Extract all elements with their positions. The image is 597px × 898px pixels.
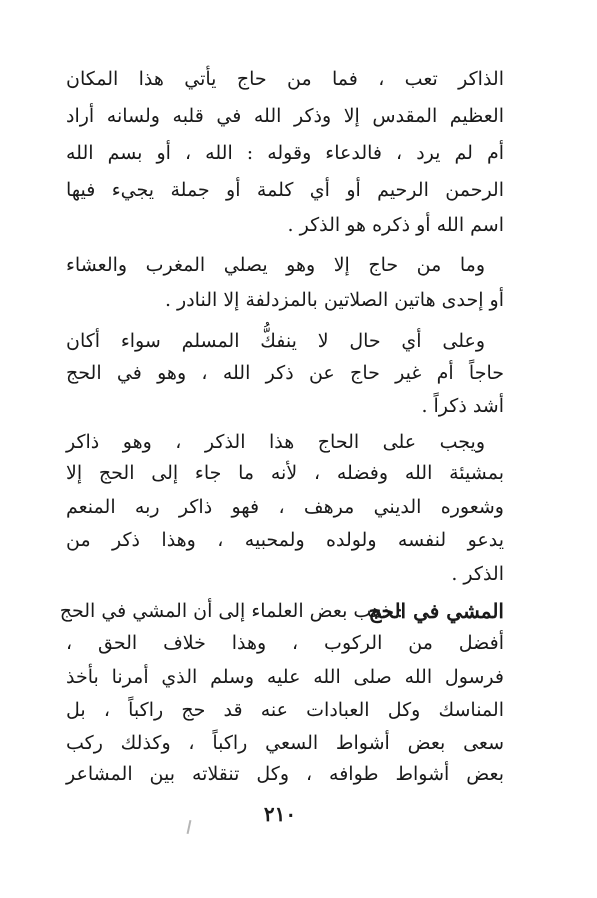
paragraph-4-line-1: ويجب على الحاج هذا الذكر ، وهو ذاكر	[66, 431, 485, 453]
paragraph-5-line-5: سعى بعض أشواط السعي راكباً ، وكذلك ركب	[66, 732, 504, 754]
paragraph-4-line-4: يدعو لنفسه ولولده ولمحبيه ، وهذا ذكر من	[66, 529, 504, 551]
paragraph-1-line-5: اسم الله أو ذكره هو الذكر .	[287, 214, 504, 236]
paragraph-4-line-3: وشعوره الديني مرهف ، فهو ذاكر ربه المنعم	[66, 496, 504, 518]
section-heading-walking-in-hajj: المشي في الحج	[368, 599, 504, 623]
paragraph-1-line-3: أم لم يرد ، فالدعاء وقوله : الله ، أو بسم الله	[66, 142, 504, 164]
scan-mark	[187, 820, 192, 834]
paragraph-3-line-2: حاجاً أم غير حاج عن ذكر الله ، وهو في الحج	[66, 362, 504, 384]
paragraph-2-line-1: وما من حاج إلا وهو يصلي المغرب والعشاء	[66, 254, 485, 276]
paragraph-5-line-3: فرسول الله صلى الله عليه وسلم الذي أمرنا بأخذ	[66, 666, 504, 688]
paragraph-5-line-1: : ذهب بعض العلماء إلى أن المشي في الحج	[59, 600, 403, 622]
paragraph-4-line-2: بمشيئة الله وفضله ، لأنه ما جاء إلى الحج إلا	[66, 462, 504, 484]
paragraph-1-line-2: العظيم المقدس إلا وذكر الله في قلبه ولسانه أراد	[66, 105, 504, 127]
paragraph-3-line-3: أشد ذكراً .	[421, 395, 504, 417]
paragraph-2-line-2: أو إحدى هاتين الصلاتين بالمزدلفة إلا النادر .	[164, 289, 504, 311]
paragraph-5-line-4: المناسك وكل العبادات عنه قد حج راكباً ، بل	[66, 699, 504, 721]
paragraph-4-line-5: الذكر .	[451, 563, 504, 585]
paragraph-3-line-1: وعلى أي حال لا ينفكُّ المسلم سواء أكان	[66, 330, 485, 352]
paragraph-5-line-6: بعض أشواط طوافه ، وكل تنقلاته بين المشاعر	[66, 763, 504, 785]
page-number: ٢١٠	[263, 802, 297, 826]
paragraph-1-line-4: الرحمن الرحيم أو أي كلمة أو جملة يجيء فيها	[66, 179, 504, 201]
paragraph-1-line-1: الذاكر تعب ، فما من حاج يأتي هذا المكان	[66, 68, 504, 90]
paragraph-5-line-2: أفضل من الركوب ، وهذا خلاف الحق ،	[66, 632, 504, 654]
